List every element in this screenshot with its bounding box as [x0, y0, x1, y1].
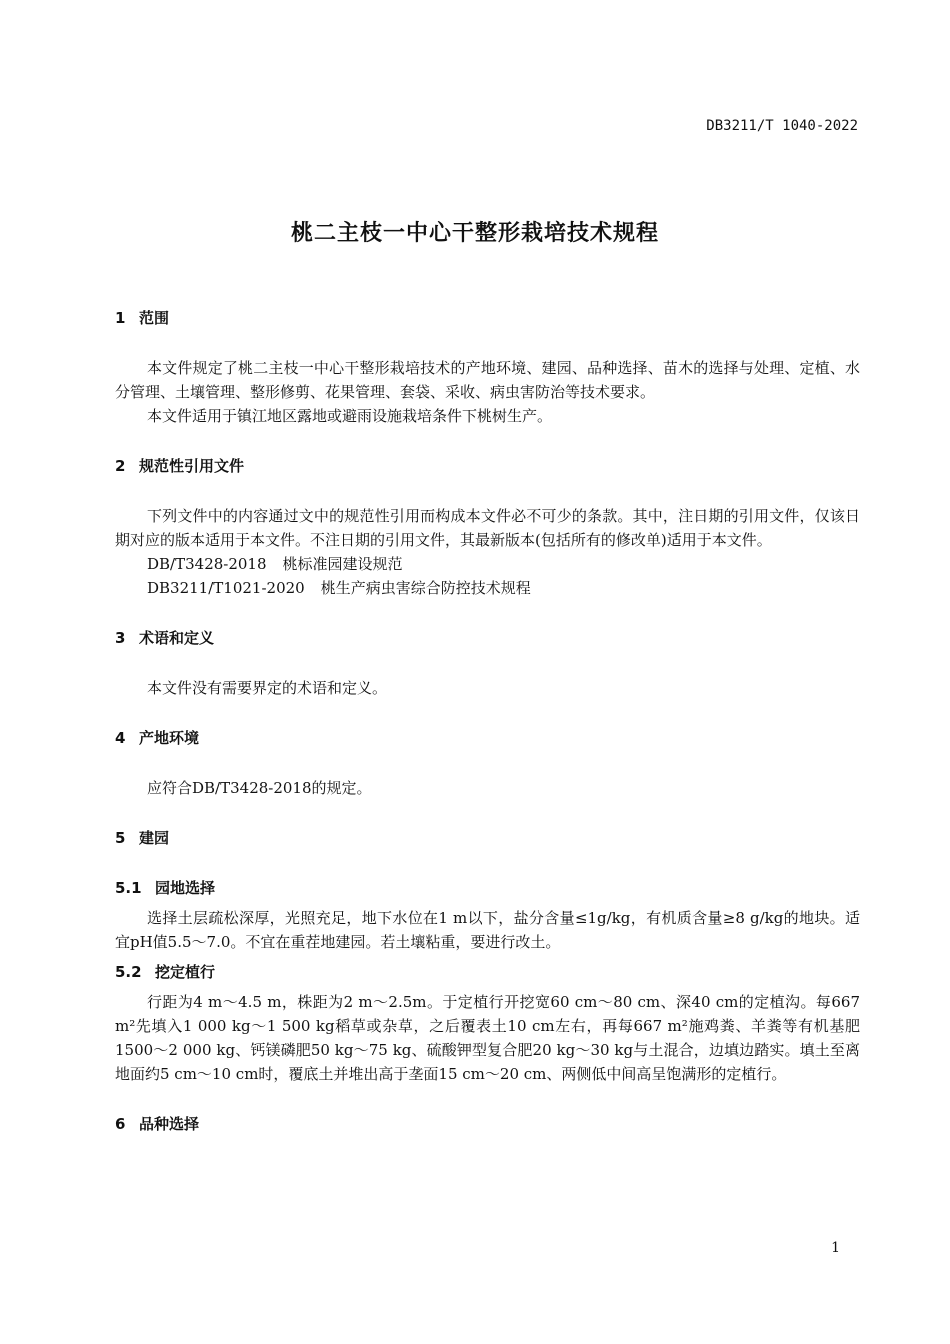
section-title: 品种选择	[139, 1115, 200, 1133]
section-title: 规范性引用文件	[139, 457, 245, 475]
subsection-5-1-heading	[115, 876, 860, 900]
paragraph: 本文件规定了桃二主枝一中心干整形栽培技术的产地环境、建园、品种选择、苗木的选择与处理、定植、水分管理、土壤管理、整形修剪、花果管理、套袋、采收、病虫害防治等技术要求。	[115, 359, 860, 401]
section-5-heading	[115, 826, 860, 850]
reference-name: 桃标准园建设规范	[282, 555, 403, 573]
section-6-heading	[115, 1112, 860, 1136]
paragraph: 选择土层疏松深厚，光照充足，地下水位在1 m以下，盐分含量≤1g/kg，有机质含量≥8 g/kg的地块。适宜pH值5.5～7.0。不宜在重茬地建园。若土壤粘重，要进行改土。	[115, 909, 860, 951]
subsection-number: 5.2	[115, 963, 142, 981]
section-number: 3	[115, 629, 126, 647]
subsection-number: 5.1	[115, 879, 142, 897]
document-body	[115, 306, 860, 1136]
reference-code: DB/T3428-2018	[147, 555, 267, 573]
section-title: 范围	[139, 309, 170, 327]
section-title: 建园	[139, 829, 170, 847]
section-number: 5	[115, 829, 126, 847]
section-title: 产地环境	[139, 729, 200, 747]
page-number: 1	[831, 1240, 840, 1256]
section-number: 2	[115, 457, 126, 475]
section-number: 6	[115, 1115, 126, 1133]
subsection-title: 挖定植行	[155, 963, 216, 981]
section-2-heading	[115, 454, 860, 478]
section-number: 4	[115, 729, 126, 747]
section-title: 术语和定义	[139, 629, 215, 647]
section-3-heading	[115, 626, 860, 650]
paragraph: 行距为4 m～4.5 m，株距为2 m～2.5m。于定植行开挖宽60 cm～80 cm、深40 cm的定植沟。每667 m²先填入1 000 kg～1 500 kg稻草或杂草，之后覆表土10 cm左右，再每667 m²施鸡粪、羊粪等有机基肥1500～2 000 kg、钙镁磷肥50 kg～75 kg、硫酸钾型复合肥20 kg～30 kg与土混合，边填边踏实。填土至离地面约5 cm～10 cm时，覆底土并堆出高于垄面15 cm～20 cm、两侧低中间高呈饱满形的定植行。	[115, 993, 860, 1083]
reference-name: 桃生产病虫害综合防控技术规程	[320, 579, 531, 597]
paragraph: 下列文件中的内容通过文中的规范性引用而构成本文件必不可少的条款。其中，注日期的引用文件，仅该日期对应的版本适用于本文件。不注日期的引用文件，其最新版本(包括所有的修改单)适用于本文件。	[115, 507, 860, 549]
paragraph: 应符合DB/T3428-2018的规定。	[147, 779, 372, 797]
subsection-title: 园地选择	[155, 879, 216, 897]
document-title: 桃二主枝一中心干整形栽培技术规程	[290, 221, 659, 246]
section-4-heading	[115, 726, 860, 750]
paragraph: 本文件适用于镇江地区露地或避雨设施栽培条件下桃树生产。	[147, 407, 553, 425]
subsection-5-2-heading	[115, 960, 860, 984]
paragraph: 本文件没有需要界定的术语和定义。	[147, 679, 388, 697]
section-1-heading	[115, 306, 860, 330]
reference-item	[115, 576, 860, 600]
document-code: DB3211/T 1040-2022	[706, 118, 858, 134]
reference-item	[115, 552, 860, 576]
section-number: 1	[115, 309, 126, 327]
reference-code: DB3211/T1021-2020	[147, 579, 305, 597]
